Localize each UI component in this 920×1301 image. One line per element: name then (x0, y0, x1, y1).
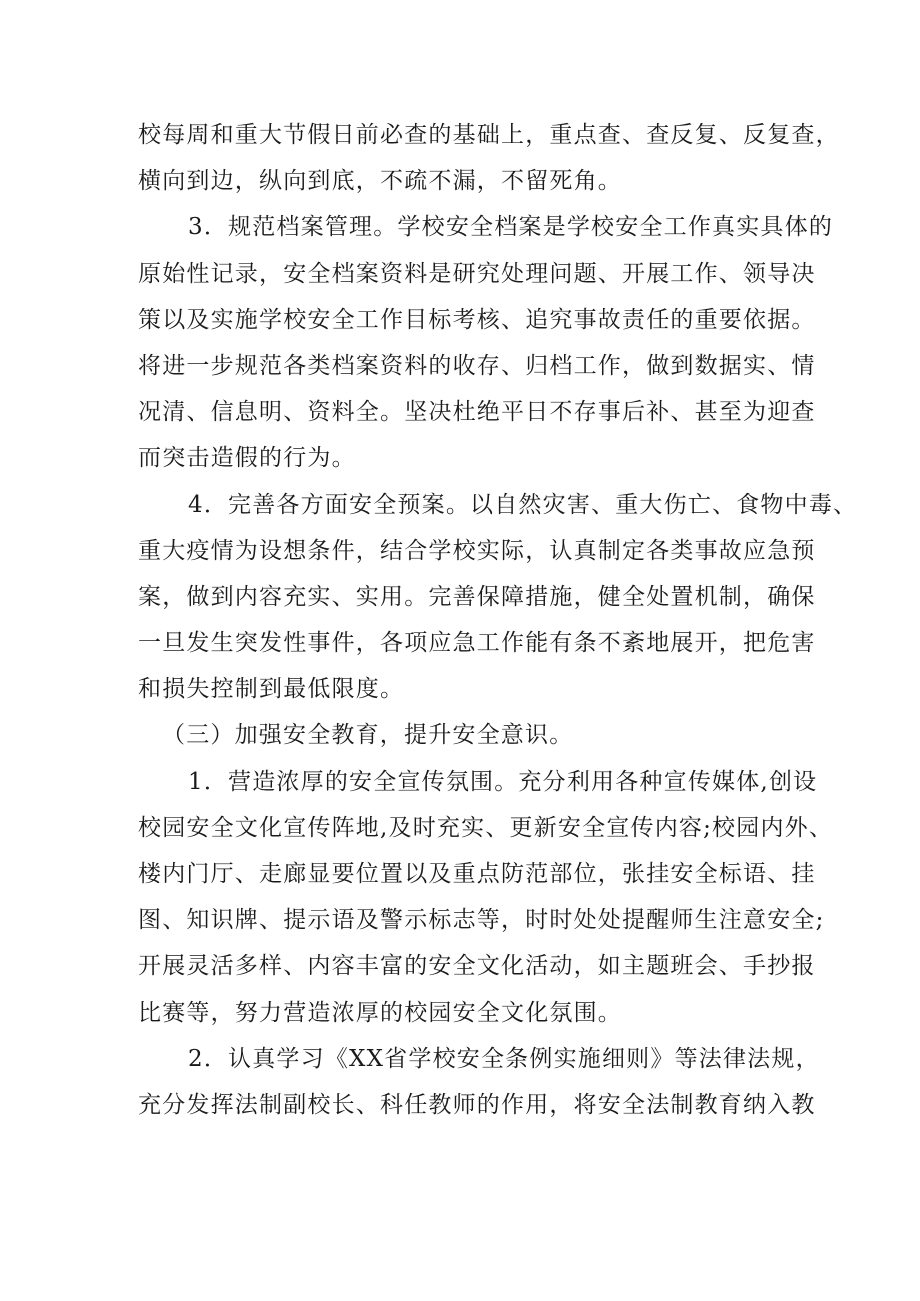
section-title: （三）加强安全教育，提升安全意识。 (162, 722, 574, 749)
text-line: 一旦发生突发性事件，各项应急工作能有条不紊地展开，把危害 (138, 630, 816, 657)
text-line: 比赛等，努力营造浓厚的校园安全文化氛围。 (138, 999, 622, 1026)
text-line: 开展灵活多样、内容丰富的安全文化活动，如主题班会、手抄报 (138, 953, 816, 980)
section-heading (138, 712, 798, 758)
text-line: 重大疫情为设想条件，结合学校实际，认真制定各类事故应急预 (138, 537, 816, 564)
text-line: 校每周和重大节假日前必查的基础上，重点查、查反复、反复查， (138, 122, 840, 148)
text-line: 案，做到内容充实、实用。完善保障措施，健全处置机制，确保 (138, 583, 816, 610)
text-line: 横向到边，纵向到底，不疏不漏，不留死角。 (138, 168, 622, 195)
text-line: 原始性记录，安全档案资料是研究处理问题、开展工作、领导决 (138, 260, 816, 287)
text-line: 和损失控制到最低限度。 (138, 676, 405, 703)
text-line: 图、知识牌、提示语及警示标志等，时时处处提醒师生注意安全; (138, 907, 825, 934)
text-line: 将进一步规范各类档案资料的收存、归档工作，做到数据实、情 (138, 352, 816, 379)
text-line: 校园安全文化宣传阵地,及时充实、更新安全宣传内容;校园内外、 (138, 814, 834, 841)
text-line: 4．完善各方面安全预案。以自然灾害、重大伤亡、食物中毒、 (188, 491, 858, 518)
paragraph-item-3 (138, 204, 834, 481)
text-line: 楼内门厅、走廊显要位置以及重点防范部位，张挂安全标语、挂 (138, 861, 816, 887)
text-line: 2．认真学习《XX省学校安全条例实施细则》等法律法规， (188, 1045, 820, 1072)
paragraph-item-4 (138, 482, 858, 713)
paragraph-continuation (138, 112, 840, 204)
text-line: 3．规范档案管理。学校安全档案是学校安全工作真实具体的 (188, 214, 834, 241)
paragraph-item-1 (138, 759, 834, 1036)
text-line: 1．营造浓厚的安全宣传氛围。充分利用各种宣传媒体,创设 (188, 768, 818, 795)
text-line: 策以及实施学校安全工作目标考核、追究事故责任的重要依据。 (138, 306, 816, 333)
text-line: 充分发挥法制副校长、科任教师的作用，将安全法制教育纳入教 (138, 1091, 816, 1118)
paragraph-item-2 (138, 1036, 820, 1128)
document-body (138, 112, 858, 1128)
text-line: 况清、信息明、资料全。坚决杜绝平日不存事后补、甚至为迎查 (138, 399, 816, 426)
text-line: 而突击造假的行为。 (138, 445, 356, 472)
